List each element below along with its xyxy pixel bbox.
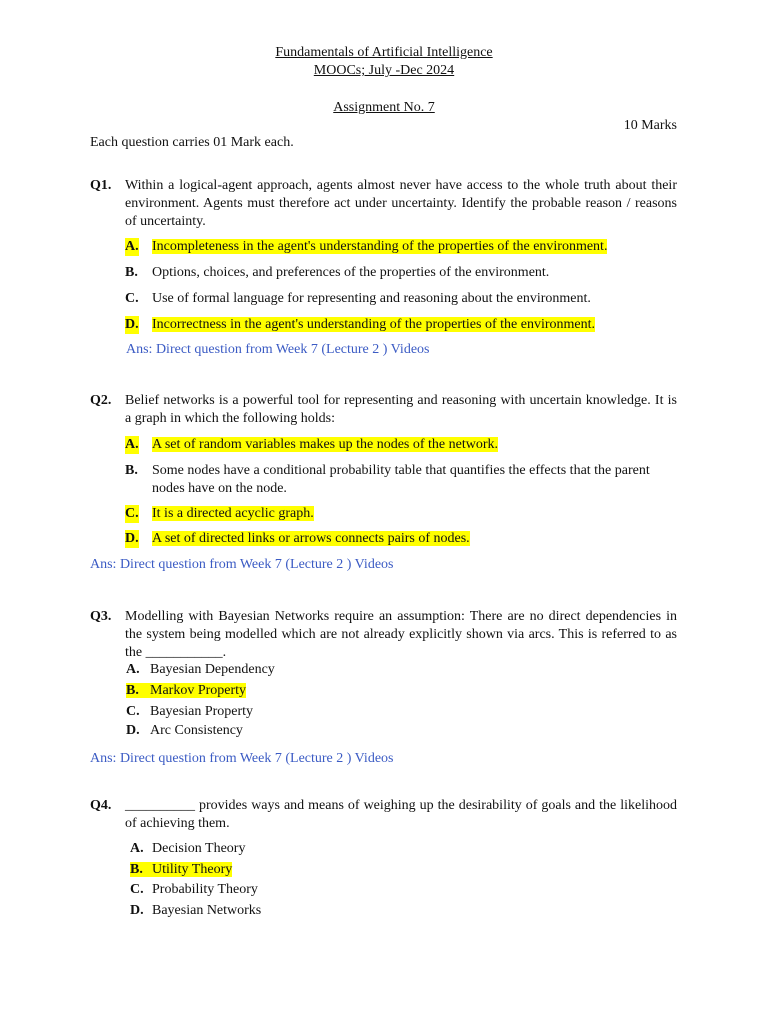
option-b (126, 682, 246, 700)
option-a (130, 840, 245, 858)
option-text: A set of directed links or arrows connects pairs of nodes. (152, 531, 470, 546)
answer-note: Ans: Direct question from Week 7 (Lecture 2 ) Videos (90, 557, 394, 572)
option-letter: C. (130, 882, 144, 897)
option-letter: A. (125, 437, 139, 452)
option-text: Bayesian Property (150, 704, 254, 719)
option-letter: D. (125, 317, 139, 332)
question-label: Q4. (90, 798, 112, 813)
option-letter: C. (126, 704, 140, 719)
option-letter: B. (130, 862, 143, 877)
option-letter: C. (125, 506, 139, 521)
option-letter: D. (130, 903, 144, 918)
assignment-title: Assignment No. 7 (333, 100, 435, 115)
option-text: Bayesian Dependency (150, 662, 275, 677)
option-letter: A. (126, 662, 140, 677)
question-text (125, 797, 677, 833)
option-letter: B. (125, 265, 138, 280)
option-letter: C. (125, 291, 139, 306)
option-b (130, 861, 232, 879)
option-text: Bayesian Networks (152, 903, 262, 918)
question-text: Belief networks is a powerful tool for representing and reasoning with uncertain knowledge. It is a graph in which the following holds: (125, 393, 677, 426)
option-text: Utility Theory (152, 862, 233, 877)
option-text: Use of formal language for representing and reasoning about the environment. (152, 291, 591, 306)
question-text-content: __________ provides ways and means of weighing up the desirability of goals and the likelihood of achieving them. (125, 798, 677, 831)
question-label: Q1. (90, 178, 112, 193)
question-label: Q2. (90, 393, 112, 408)
option-letter: B. (126, 683, 139, 698)
option-letter: D. (125, 531, 139, 546)
option-text: Arc Consistency (150, 723, 243, 738)
option-letter: B. (125, 463, 138, 478)
option-d (126, 722, 243, 740)
instruction-text: Each question carries 01 Mark each. (90, 135, 294, 150)
option-a (126, 661, 275, 679)
answer-note: Ans: Direct question from Week 7 (Lecture 2 ) Videos (126, 342, 430, 357)
question-text: Within a logical-agent approach, agents almost never have access to the whole truth about their environment. Agents must therefore act under uncertainty. Identify the probable reason / reasons of uncertainty. (125, 178, 677, 229)
marks-label: 10 Marks (623, 118, 677, 133)
option-c (130, 881, 258, 899)
course-title: Fundamentals of Artificial Intelligence (275, 45, 493, 60)
question-text: Modelling with Bayesian Networks require an assumption: There are no direct dependencies in the system being modelled which are not already explicitly shown via arcs. This is referred to as the ___________. (125, 609, 677, 660)
option-text: Markov Property (150, 683, 247, 698)
option-letter: A. (130, 841, 144, 856)
option-letter: D. (126, 723, 140, 738)
option-text: Decision Theory (152, 841, 246, 856)
option-text: It is a directed acyclic graph. (152, 506, 314, 521)
option-text: Options, choices, and preferences of the properties of the environment. (152, 265, 550, 280)
option-d (130, 902, 261, 920)
option-letter: A. (125, 239, 139, 254)
option-text: Incorrectness in the agent's understanding of the properties of the environment. (152, 317, 595, 332)
session-title: MOOCs; July -Dec 2024 (313, 63, 455, 78)
question-label: Q3. (90, 609, 112, 624)
option-text: Probability Theory (152, 882, 258, 897)
option-text: Some nodes have a conditional probability table that quantifies the effects that the parent nodes have on the node. (152, 463, 650, 496)
option-text: A set of random variables makes up the nodes of the network. (152, 437, 499, 452)
answer-note: Ans: Direct question from Week 7 (Lecture 2 ) Videos (90, 751, 394, 766)
option-c (126, 703, 253, 721)
option-text: Incompleteness in the agent's understanding of the properties of the environment. (152, 239, 608, 254)
